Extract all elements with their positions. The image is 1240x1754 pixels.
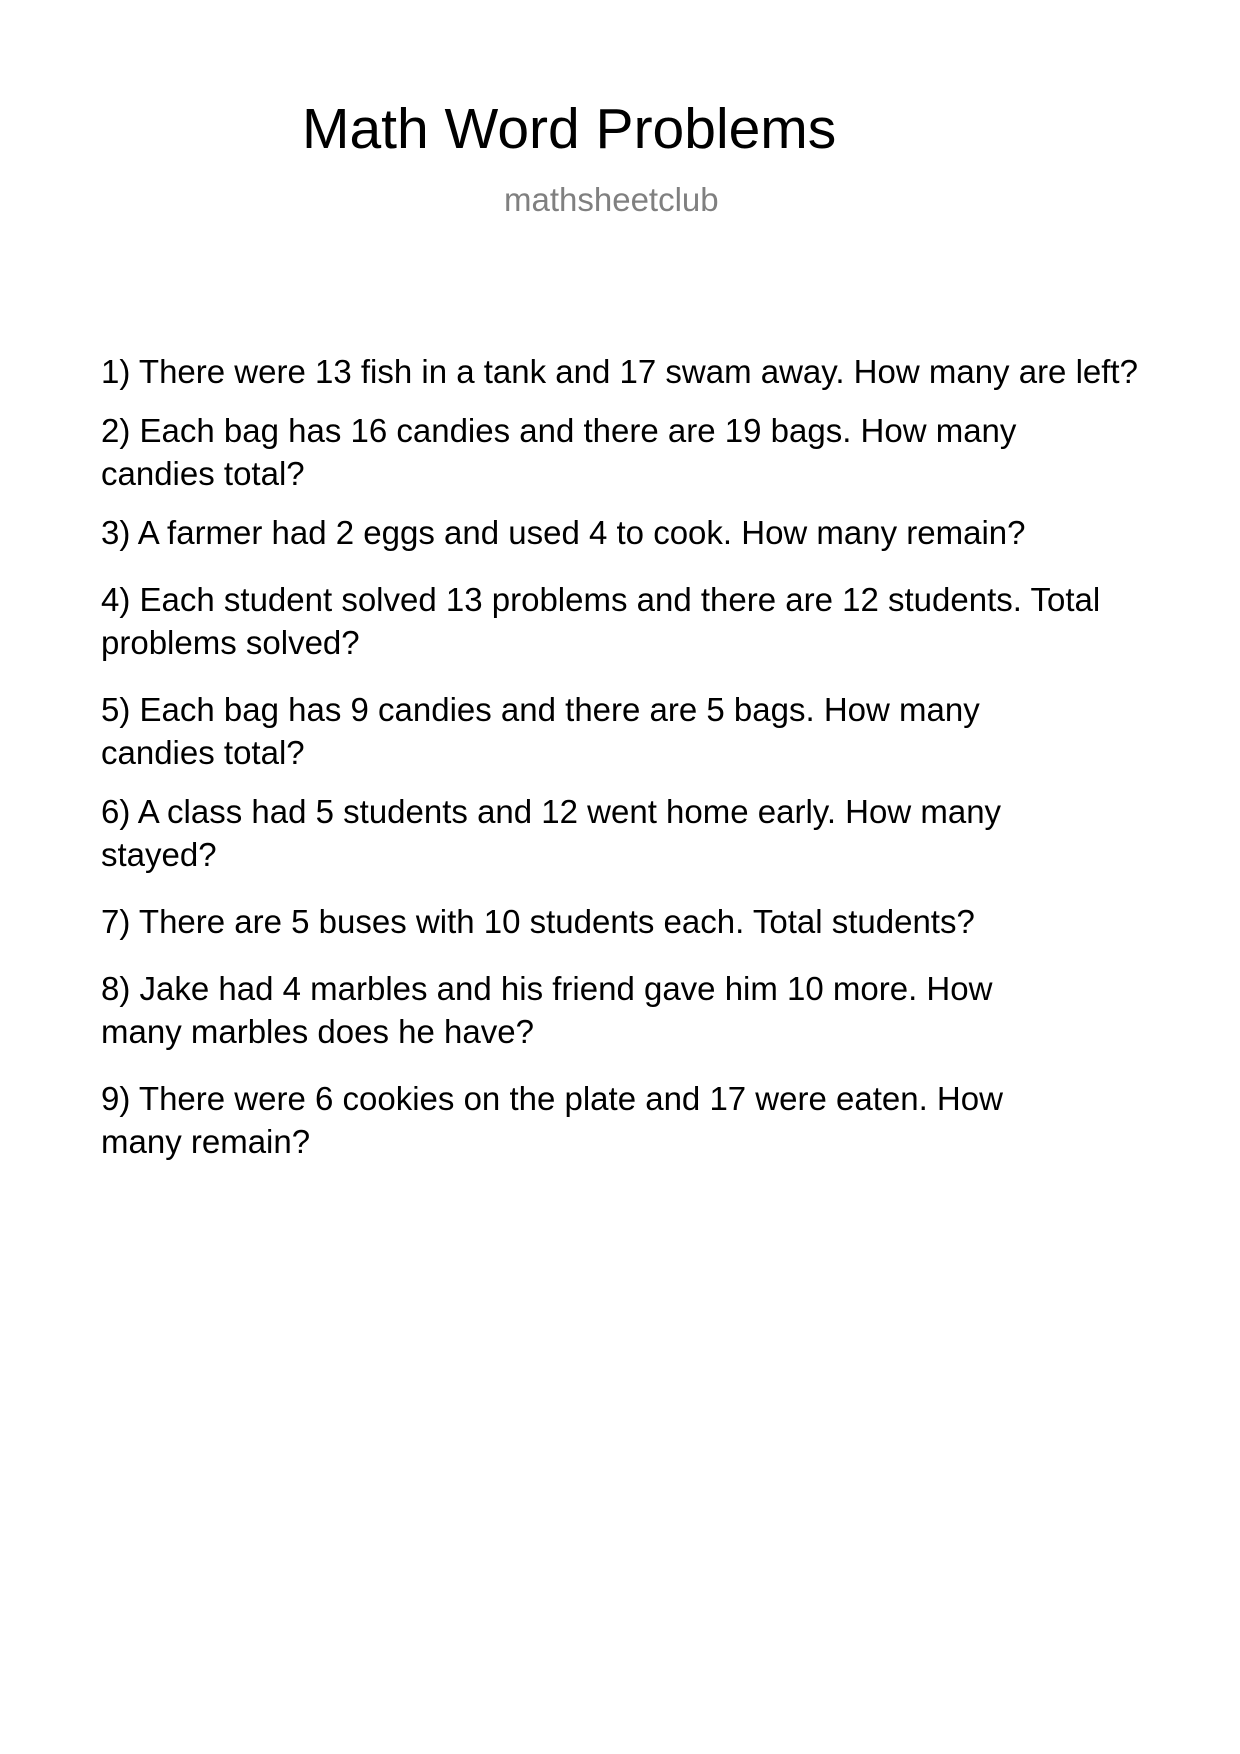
page-title: Math Word Problems xyxy=(302,97,837,161)
problem-item-1: 1) There were 13 fish in a tank and 17 swam away. How many are left? xyxy=(101,353,1138,390)
problem-item-3: 3) A farmer had 2 eggs and used 4 to cook. How many remain? xyxy=(101,514,1026,551)
problem-item-8: 8) Jake had 4 marbles and his friend gave him 10 more. How many marbles does he have? xyxy=(101,970,993,1050)
problem-item-6: 6) A class had 5 students and 12 went home early. How many stayed? xyxy=(101,793,1002,873)
problem-item-7: 7) There are 5 buses with 10 students each. Total students? xyxy=(101,903,975,940)
problem-item-5: 5) Each bag has 9 candies and there are 5 bags. How many candies total? xyxy=(101,691,980,771)
problem-item-9: 9) There were 6 cookies on the plate and 17 were eaten. How many remain? xyxy=(101,1080,1003,1160)
problem-item-2: 2) Each bag has 16 candies and there are 19 bags. How many candies total? xyxy=(101,412,1017,492)
page-subtitle: mathsheetclub xyxy=(504,181,719,218)
problem-list xyxy=(101,350,1141,1163)
problem-item-4: 4) Each student solved 13 problems and there are 12 students. Total problems solved? xyxy=(101,581,1101,661)
